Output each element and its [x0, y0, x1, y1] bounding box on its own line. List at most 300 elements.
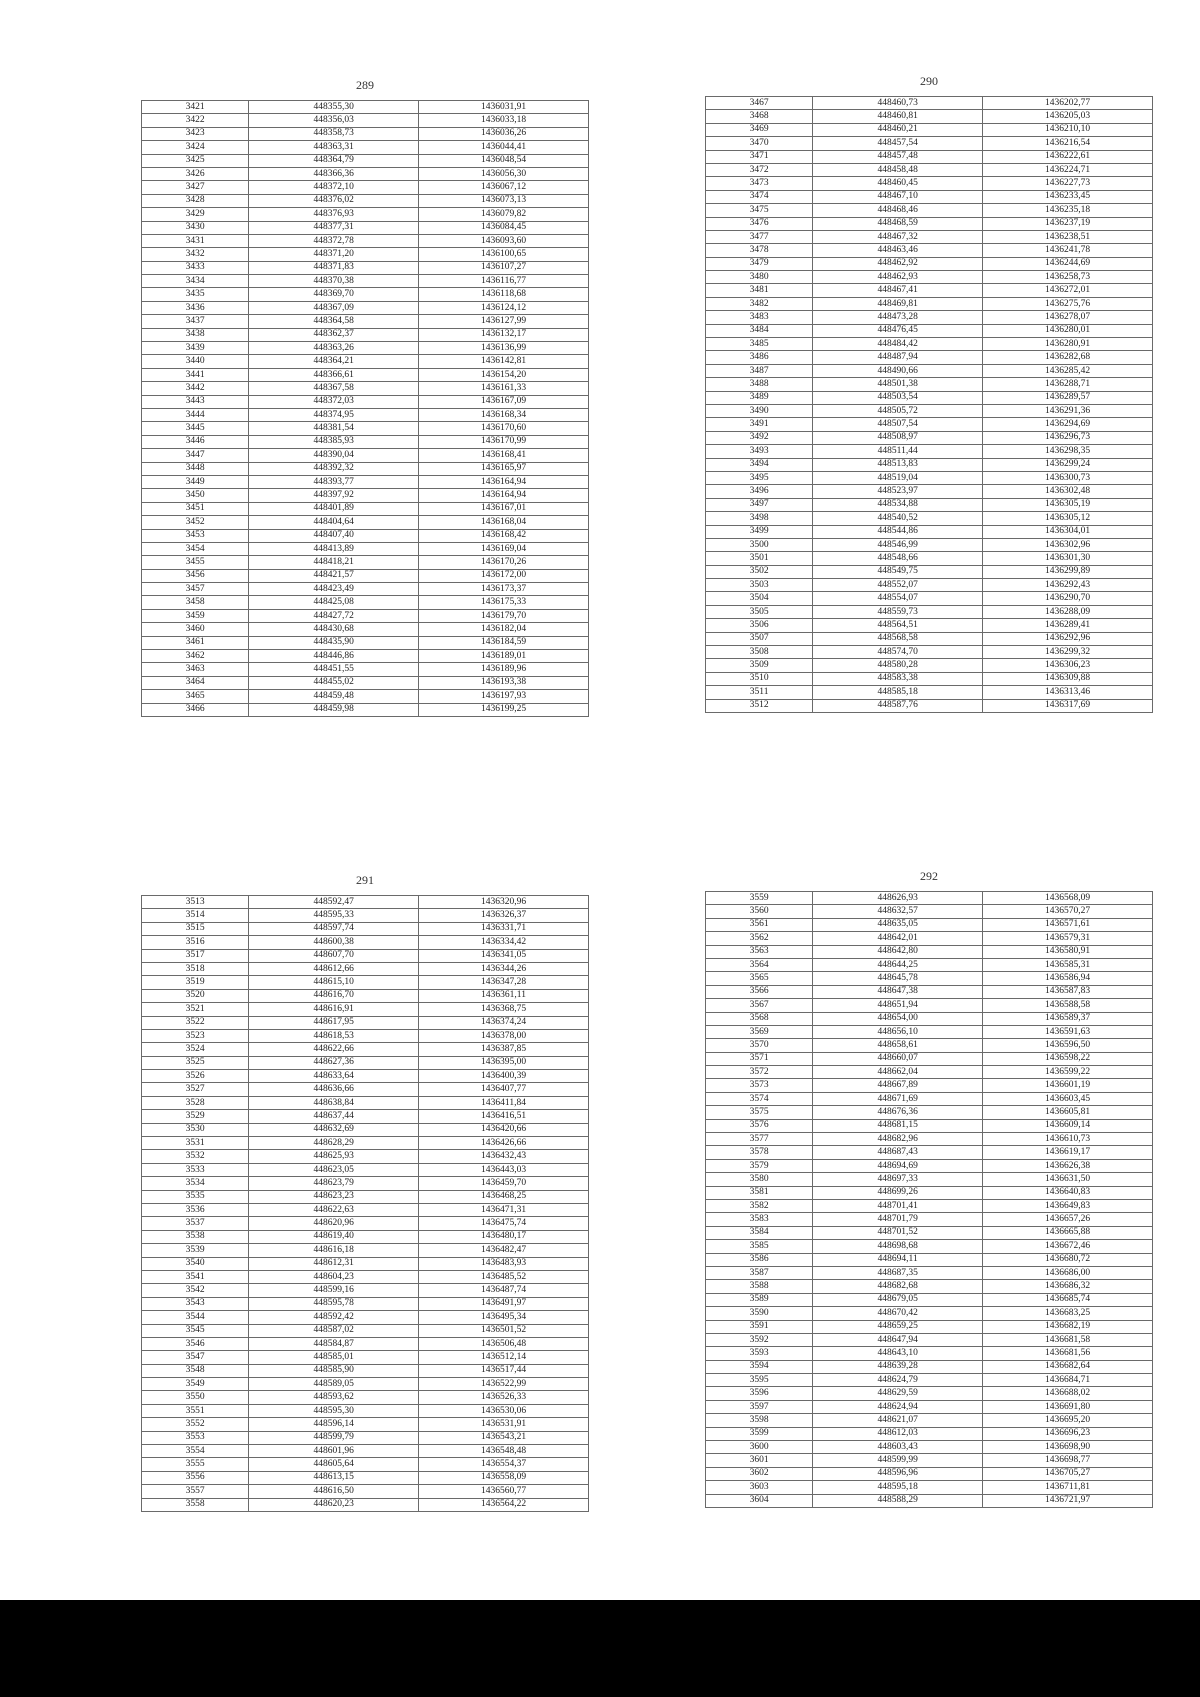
x-coordinate-cell: 448385,93 — [249, 435, 419, 448]
y-coordinate-cell: 1436199,25 — [419, 703, 589, 716]
point-number-cell: 3558 — [142, 1498, 249, 1511]
y-coordinate-cell: 1436079,82 — [419, 208, 589, 221]
y-coordinate-cell: 1436571,61 — [983, 918, 1153, 931]
x-coordinate-cell: 448451,55 — [249, 663, 419, 676]
table-row — [706, 579, 1153, 592]
y-coordinate-cell: 1436205,03 — [983, 110, 1153, 123]
table-row — [142, 167, 589, 180]
table-row — [142, 676, 589, 689]
table-row — [142, 141, 589, 154]
point-number-cell: 3484 — [706, 324, 813, 337]
x-coordinate-cell: 448460,45 — [813, 177, 983, 190]
table-row — [142, 1016, 589, 1029]
y-coordinate-cell: 1436056,30 — [419, 167, 589, 180]
y-coordinate-cell: 1436685,74 — [983, 1293, 1153, 1306]
x-coordinate-cell: 448605,64 — [249, 1458, 419, 1471]
x-coordinate-cell: 448694,11 — [813, 1253, 983, 1266]
x-coordinate-cell: 448552,07 — [813, 579, 983, 592]
point-number-cell: 3439 — [142, 342, 249, 355]
x-coordinate-cell: 448508,97 — [813, 431, 983, 444]
x-coordinate-cell: 448637,44 — [249, 1110, 419, 1123]
point-number-cell: 3485 — [706, 338, 813, 351]
table-row — [706, 1039, 1153, 1052]
x-coordinate-cell: 448548,66 — [813, 552, 983, 565]
y-coordinate-cell: 1436610,73 — [983, 1133, 1153, 1146]
x-coordinate-cell: 448697,33 — [813, 1173, 983, 1186]
x-coordinate-cell: 448467,41 — [813, 284, 983, 297]
x-coordinate-cell: 448554,07 — [813, 592, 983, 605]
x-coordinate-cell: 448647,38 — [813, 985, 983, 998]
y-coordinate-cell: 1436169,04 — [419, 542, 589, 555]
x-coordinate-cell: 448656,10 — [813, 1025, 983, 1038]
point-number-cell: 3550 — [142, 1391, 249, 1404]
table-row — [142, 1270, 589, 1283]
x-coordinate-cell: 448617,95 — [249, 1016, 419, 1029]
table-row — [142, 1311, 589, 1324]
x-coordinate-cell: 448457,54 — [813, 137, 983, 150]
x-coordinate-cell: 448460,21 — [813, 123, 983, 136]
x-coordinate-cell: 448595,78 — [249, 1297, 419, 1310]
x-coordinate-cell: 448513,83 — [813, 458, 983, 471]
point-number-cell: 3427 — [142, 181, 249, 194]
y-coordinate-cell: 1436543,21 — [419, 1431, 589, 1444]
table-row — [706, 1467, 1153, 1480]
point-number-cell: 3457 — [142, 583, 249, 596]
y-coordinate-cell: 1436100,65 — [419, 248, 589, 261]
table-row — [706, 512, 1153, 525]
table-row — [706, 932, 1153, 945]
y-coordinate-cell: 1436036,26 — [419, 127, 589, 140]
y-coordinate-cell: 1436711,81 — [983, 1481, 1153, 1494]
x-coordinate-cell: 448620,96 — [249, 1217, 419, 1230]
table-row — [142, 1056, 589, 1069]
x-coordinate-cell: 448425,08 — [249, 596, 419, 609]
x-coordinate-cell: 448363,26 — [249, 342, 419, 355]
point-number-cell: 3522 — [142, 1016, 249, 1029]
y-coordinate-cell: 1436168,34 — [419, 408, 589, 421]
table-row — [142, 636, 589, 649]
point-number-cell: 3451 — [142, 502, 249, 515]
point-number-cell: 3517 — [142, 949, 249, 962]
table-row — [142, 1391, 589, 1404]
y-coordinate-cell: 1436721,97 — [983, 1494, 1153, 1507]
table-row — [142, 650, 589, 663]
table-row — [706, 378, 1153, 391]
table-row — [142, 909, 589, 922]
point-number-cell: 3471 — [706, 150, 813, 163]
y-coordinate-cell: 1436331,71 — [419, 922, 589, 935]
table-row — [142, 1096, 589, 1109]
x-coordinate-cell: 448629,59 — [813, 1387, 983, 1400]
y-coordinate-cell: 1436680,72 — [983, 1253, 1153, 1266]
table-row — [142, 221, 589, 234]
y-coordinate-cell: 1436420,66 — [419, 1123, 589, 1136]
point-number-cell: 3487 — [706, 364, 813, 377]
table-row — [706, 525, 1153, 538]
table-row — [706, 324, 1153, 337]
x-coordinate-cell: 448366,61 — [249, 368, 419, 381]
table-row — [706, 958, 1153, 971]
x-coordinate-cell: 448587,02 — [249, 1324, 419, 1337]
table-row — [142, 976, 589, 989]
x-coordinate-cell: 448616,91 — [249, 1003, 419, 1016]
table-row — [706, 1253, 1153, 1266]
point-number-cell: 3455 — [142, 556, 249, 569]
table-row — [142, 502, 589, 515]
table-row — [142, 1471, 589, 1484]
x-coordinate-cell: 448628,29 — [249, 1137, 419, 1150]
y-coordinate-cell: 1436285,42 — [983, 364, 1153, 377]
x-coordinate-cell: 448660,07 — [813, 1052, 983, 1065]
x-coordinate-cell: 448681,15 — [813, 1119, 983, 1132]
y-coordinate-cell: 1436682,19 — [983, 1320, 1153, 1333]
point-number-cell: 3528 — [142, 1096, 249, 1109]
table-row — [142, 114, 589, 127]
table-row — [142, 475, 589, 488]
point-number-cell: 3584 — [706, 1226, 813, 1239]
table-row — [142, 663, 589, 676]
y-coordinate-cell: 1436161,33 — [419, 382, 589, 395]
point-number-cell: 3476 — [706, 217, 813, 230]
table-row — [706, 391, 1153, 404]
x-coordinate-cell: 448511,44 — [813, 445, 983, 458]
y-coordinate-cell: 1436657,26 — [983, 1213, 1153, 1226]
y-coordinate-cell: 1436300,73 — [983, 471, 1153, 484]
x-coordinate-cell: 448568,58 — [813, 632, 983, 645]
table-row — [142, 596, 589, 609]
x-coordinate-cell: 448462,92 — [813, 257, 983, 270]
y-coordinate-cell: 1436368,75 — [419, 1003, 589, 1016]
y-coordinate-cell: 1436182,04 — [419, 623, 589, 636]
x-coordinate-cell: 448658,61 — [813, 1039, 983, 1052]
y-coordinate-cell: 1436605,81 — [983, 1106, 1153, 1119]
y-coordinate-cell: 1436184,59 — [419, 636, 589, 649]
point-number-cell: 3445 — [142, 422, 249, 435]
y-coordinate-cell: 1436136,99 — [419, 342, 589, 355]
point-number-cell: 3435 — [142, 288, 249, 301]
x-coordinate-cell: 448621,07 — [813, 1414, 983, 1427]
x-coordinate-cell: 448501,38 — [813, 378, 983, 391]
point-number-cell: 3496 — [706, 485, 813, 498]
x-coordinate-cell: 448618,53 — [249, 1029, 419, 1042]
point-number-cell: 3514 — [142, 909, 249, 922]
x-coordinate-cell: 448369,70 — [249, 288, 419, 301]
x-coordinate-cell: 448523,97 — [813, 485, 983, 498]
point-number-cell: 3511 — [706, 686, 813, 699]
table-row — [706, 1226, 1153, 1239]
point-number-cell: 3501 — [706, 552, 813, 565]
table-row — [142, 703, 589, 716]
x-coordinate-cell: 448595,33 — [249, 909, 419, 922]
x-coordinate-cell: 448418,21 — [249, 556, 419, 569]
x-coordinate-cell: 448627,36 — [249, 1056, 419, 1069]
point-number-cell: 3575 — [706, 1106, 813, 1119]
point-number-cell: 3544 — [142, 1311, 249, 1324]
x-coordinate-cell: 448484,42 — [813, 338, 983, 351]
y-coordinate-cell: 1436280,01 — [983, 324, 1153, 337]
x-coordinate-cell: 448355,30 — [249, 101, 419, 114]
y-coordinate-cell: 1436222,61 — [983, 150, 1153, 163]
x-coordinate-cell: 448623,79 — [249, 1177, 419, 1190]
point-number-cell: 3440 — [142, 355, 249, 368]
point-number-cell: 3599 — [706, 1427, 813, 1440]
point-number-cell: 3579 — [706, 1159, 813, 1172]
x-coordinate-cell: 448642,01 — [813, 932, 983, 945]
point-number-cell: 3561 — [706, 918, 813, 931]
y-coordinate-cell: 1436197,93 — [419, 690, 589, 703]
point-number-cell: 3559 — [706, 892, 813, 905]
x-coordinate-cell: 448459,48 — [249, 690, 419, 703]
x-coordinate-cell: 448654,00 — [813, 1012, 983, 1025]
table-row — [142, 449, 589, 462]
table-row — [706, 686, 1153, 699]
point-number-cell: 3481 — [706, 284, 813, 297]
y-coordinate-cell: 1436291,36 — [983, 404, 1153, 417]
point-number-cell: 3571 — [706, 1052, 813, 1065]
x-coordinate-cell: 448374,95 — [249, 408, 419, 421]
table-row — [706, 284, 1153, 297]
y-coordinate-cell: 1436586,94 — [983, 972, 1153, 985]
x-coordinate-cell: 448643,10 — [813, 1347, 983, 1360]
point-number-cell: 3441 — [142, 368, 249, 381]
x-coordinate-cell: 448626,93 — [813, 892, 983, 905]
x-coordinate-cell: 448612,03 — [813, 1427, 983, 1440]
y-coordinate-cell: 1436235,18 — [983, 204, 1153, 217]
y-coordinate-cell: 1436522,99 — [419, 1378, 589, 1391]
point-number-cell: 3565 — [706, 972, 813, 985]
point-number-cell: 3569 — [706, 1025, 813, 1038]
y-coordinate-cell: 1436305,19 — [983, 498, 1153, 511]
point-number-cell: 3581 — [706, 1186, 813, 1199]
y-coordinate-cell: 1436238,51 — [983, 230, 1153, 243]
x-coordinate-cell: 448687,35 — [813, 1266, 983, 1279]
y-coordinate-cell: 1436282,68 — [983, 351, 1153, 364]
point-number-cell: 3553 — [142, 1431, 249, 1444]
x-coordinate-cell: 448607,70 — [249, 949, 419, 962]
x-coordinate-cell: 448376,02 — [249, 194, 419, 207]
x-coordinate-cell: 448619,40 — [249, 1230, 419, 1243]
table-row — [142, 922, 589, 935]
table-row — [706, 1052, 1153, 1065]
point-number-cell: 3548 — [142, 1364, 249, 1377]
y-coordinate-cell: 1436548,48 — [419, 1445, 589, 1458]
x-coordinate-cell: 448381,54 — [249, 422, 419, 435]
x-coordinate-cell: 448687,43 — [813, 1146, 983, 1159]
point-number-cell: 3577 — [706, 1133, 813, 1146]
x-coordinate-cell: 448371,83 — [249, 261, 419, 274]
x-coordinate-cell: 448458,48 — [813, 163, 983, 176]
x-coordinate-cell: 448585,01 — [249, 1351, 419, 1364]
table-row — [142, 1123, 589, 1136]
table-row — [706, 918, 1153, 931]
point-number-cell: 3442 — [142, 382, 249, 395]
table-row — [706, 985, 1153, 998]
table-row — [706, 1240, 1153, 1253]
table-row — [142, 1217, 589, 1230]
point-number-cell: 3429 — [142, 208, 249, 221]
x-coordinate-cell: 448645,78 — [813, 972, 983, 985]
x-coordinate-cell: 448613,15 — [249, 1471, 419, 1484]
y-coordinate-cell: 1436170,99 — [419, 435, 589, 448]
table-row — [142, 435, 589, 448]
y-coordinate-cell: 1436309,88 — [983, 672, 1153, 685]
table-row — [142, 382, 589, 395]
point-number-cell: 3515 — [142, 922, 249, 935]
y-coordinate-cell: 1436306,23 — [983, 659, 1153, 672]
point-number-cell: 3531 — [142, 1137, 249, 1150]
y-coordinate-cell: 1436301,30 — [983, 552, 1153, 565]
y-coordinate-cell: 1436387,85 — [419, 1043, 589, 1056]
y-coordinate-cell: 1436168,42 — [419, 529, 589, 542]
x-coordinate-cell: 448392,32 — [249, 462, 419, 475]
table-row — [706, 137, 1153, 150]
point-number-cell: 3583 — [706, 1213, 813, 1226]
x-coordinate-cell: 448364,79 — [249, 154, 419, 167]
y-coordinate-cell: 1436168,41 — [419, 449, 589, 462]
y-coordinate-cell: 1436280,91 — [983, 338, 1153, 351]
point-number-cell: 3598 — [706, 1414, 813, 1427]
y-coordinate-cell: 1436179,70 — [419, 609, 589, 622]
y-coordinate-cell: 1436288,09 — [983, 605, 1153, 618]
table-row — [706, 1106, 1153, 1119]
table-row — [706, 1360, 1153, 1373]
point-number-cell: 3564 — [706, 958, 813, 971]
x-coordinate-cell: 448597,74 — [249, 922, 419, 935]
x-coordinate-cell: 448362,37 — [249, 328, 419, 341]
table-row — [706, 1146, 1153, 1159]
y-coordinate-cell: 1436093,60 — [419, 234, 589, 247]
point-number-cell: 3432 — [142, 248, 249, 261]
table-row — [706, 1173, 1153, 1186]
point-number-cell: 3567 — [706, 999, 813, 1012]
table-row — [706, 672, 1153, 685]
y-coordinate-cell: 1436471,31 — [419, 1203, 589, 1216]
point-number-cell: 3493 — [706, 445, 813, 458]
point-number-cell: 3540 — [142, 1257, 249, 1270]
point-number-cell: 3545 — [142, 1324, 249, 1337]
point-number-cell: 3523 — [142, 1029, 249, 1042]
point-number-cell: 3461 — [142, 636, 249, 649]
x-coordinate-cell: 448468,46 — [813, 204, 983, 217]
x-coordinate-cell: 448363,31 — [249, 141, 419, 154]
table-row — [142, 127, 589, 140]
table-row — [706, 1092, 1153, 1105]
point-number-cell: 3489 — [706, 391, 813, 404]
point-number-cell: 3597 — [706, 1400, 813, 1413]
y-coordinate-cell: 1436609,14 — [983, 1119, 1153, 1132]
point-number-cell: 3542 — [142, 1284, 249, 1297]
table-row — [706, 311, 1153, 324]
point-number-cell: 3465 — [142, 690, 249, 703]
x-coordinate-cell: 448463,46 — [813, 244, 983, 257]
point-number-cell: 3508 — [706, 646, 813, 659]
table-row — [142, 1324, 589, 1337]
table-row — [706, 471, 1153, 484]
y-coordinate-cell: 1436344,26 — [419, 962, 589, 975]
x-coordinate-cell: 448624,79 — [813, 1374, 983, 1387]
y-coordinate-cell: 1436317,69 — [983, 699, 1153, 712]
table-row — [706, 177, 1153, 190]
y-coordinate-cell: 1436400,39 — [419, 1070, 589, 1083]
point-number-cell: 3530 — [142, 1123, 249, 1136]
y-coordinate-cell: 1436272,01 — [983, 284, 1153, 297]
table-row — [706, 150, 1153, 163]
point-number-cell: 3486 — [706, 351, 813, 364]
y-coordinate-cell: 1436626,38 — [983, 1159, 1153, 1172]
x-coordinate-cell: 448603,43 — [813, 1441, 983, 1454]
page-292 — [705, 869, 1153, 1529]
x-coordinate-cell: 448589,05 — [249, 1378, 419, 1391]
point-number-cell: 3478 — [706, 244, 813, 257]
point-number-cell: 3437 — [142, 315, 249, 328]
x-coordinate-cell: 448370,38 — [249, 275, 419, 288]
point-number-cell: 3527 — [142, 1083, 249, 1096]
y-coordinate-cell: 1436649,83 — [983, 1199, 1153, 1212]
table-row — [706, 431, 1153, 444]
y-coordinate-cell: 1436289,41 — [983, 619, 1153, 632]
table-row — [706, 1333, 1153, 1346]
page-291 — [141, 873, 589, 1533]
point-number-cell: 3499 — [706, 525, 813, 538]
y-coordinate-cell: 1436210,10 — [983, 123, 1153, 136]
table-row — [706, 1199, 1153, 1212]
table-row — [706, 1481, 1153, 1494]
x-coordinate-cell: 448473,28 — [813, 311, 983, 324]
x-coordinate-cell: 448459,98 — [249, 703, 419, 716]
table-row — [142, 261, 589, 274]
x-coordinate-cell: 448376,93 — [249, 208, 419, 221]
table-row — [706, 605, 1153, 618]
point-number-cell: 3477 — [706, 230, 813, 243]
table-row — [706, 1079, 1153, 1092]
table-row — [706, 1494, 1153, 1507]
point-number-cell: 3422 — [142, 114, 249, 127]
x-coordinate-cell: 448469,81 — [813, 297, 983, 310]
x-coordinate-cell: 448364,58 — [249, 315, 419, 328]
table-row — [142, 1364, 589, 1377]
y-coordinate-cell: 1436031,91 — [419, 101, 589, 114]
point-number-cell: 3604 — [706, 1494, 813, 1507]
point-number-cell: 3574 — [706, 1092, 813, 1105]
y-coordinate-cell: 1436531,91 — [419, 1418, 589, 1431]
y-coordinate-cell: 1436432,43 — [419, 1150, 589, 1163]
y-coordinate-cell: 1436258,73 — [983, 271, 1153, 284]
y-coordinate-cell: 1436164,94 — [419, 475, 589, 488]
y-coordinate-cell: 1436395,00 — [419, 1056, 589, 1069]
point-number-cell: 3562 — [706, 932, 813, 945]
y-coordinate-cell: 1436705,27 — [983, 1467, 1153, 1480]
x-coordinate-cell: 448407,40 — [249, 529, 419, 542]
table-row — [706, 1025, 1153, 1038]
point-number-cell: 3529 — [142, 1110, 249, 1123]
y-coordinate-cell: 1436305,12 — [983, 512, 1153, 525]
table-row — [142, 1458, 589, 1471]
point-number-cell: 3473 — [706, 177, 813, 190]
point-number-cell: 3543 — [142, 1297, 249, 1310]
y-coordinate-cell: 1436554,37 — [419, 1458, 589, 1471]
y-coordinate-cell: 1436665,88 — [983, 1226, 1153, 1239]
table-row — [706, 1414, 1153, 1427]
table-row — [706, 1066, 1153, 1079]
y-coordinate-cell: 1436495,34 — [419, 1311, 589, 1324]
x-coordinate-cell: 448435,90 — [249, 636, 419, 649]
y-coordinate-cell: 1436570,27 — [983, 905, 1153, 918]
y-coordinate-cell: 1436588,58 — [983, 999, 1153, 1012]
point-number-cell: 3479 — [706, 257, 813, 270]
point-number-cell: 3509 — [706, 659, 813, 672]
table-row — [142, 949, 589, 962]
point-number-cell: 3425 — [142, 154, 249, 167]
